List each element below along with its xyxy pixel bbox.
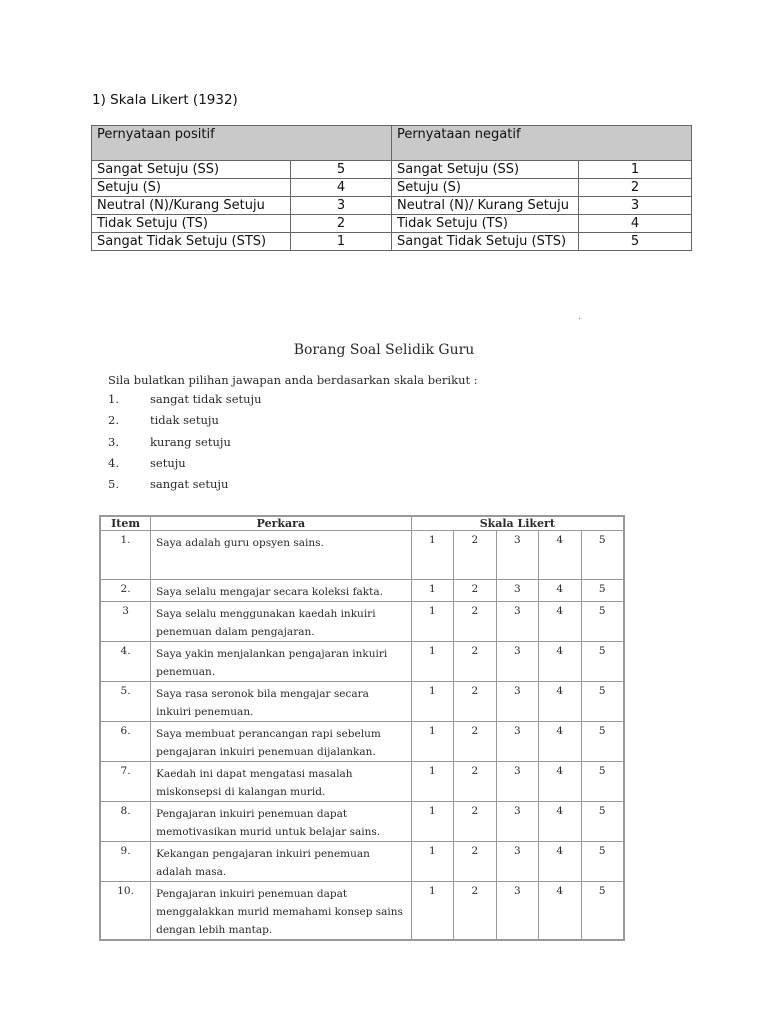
scale-option-3[interactable]: 3 <box>496 842 538 882</box>
scale-option-3[interactable]: 3 <box>496 602 538 642</box>
scale-option-1[interactable]: 1 <box>411 762 453 802</box>
table-row <box>100 882 624 941</box>
list-item <box>108 456 262 477</box>
item-number: 1. <box>100 531 151 580</box>
positive-value: 5 <box>291 161 392 179</box>
table-row <box>100 580 624 602</box>
scale-option-4[interactable]: 4 <box>539 682 581 722</box>
scale-option-2[interactable]: 2 <box>454 802 496 842</box>
negative-label: Neutral (N)/ Kurang Setuju <box>392 197 579 215</box>
scale-option-5[interactable]: 5 <box>581 762 624 802</box>
scale-number: 2. <box>108 413 119 428</box>
item-statement: Saya yakin menjalankan pengajaran inkuiri penemuan. <box>151 642 412 682</box>
scale-option-4[interactable]: 4 <box>539 802 581 842</box>
negative-value: 1 <box>579 161 692 179</box>
positive-label: Setuju (S) <box>92 179 291 197</box>
list-item <box>108 413 262 434</box>
scale-number: 5. <box>108 477 119 492</box>
col-scale-header: Skala Likert <box>411 516 624 531</box>
scale-option-1[interactable]: 1 <box>411 882 453 941</box>
scale-number: 3. <box>108 434 119 449</box>
item-number: 7. <box>100 762 151 802</box>
scale-option-4[interactable]: 4 <box>539 882 581 941</box>
scale-option-4[interactable]: 4 <box>539 642 581 682</box>
scale-option-4[interactable]: 4 <box>539 762 581 802</box>
positive-value: 2 <box>291 215 392 233</box>
list-item <box>108 392 262 413</box>
scale-option-3[interactable]: 3 <box>496 722 538 762</box>
scale-option-1[interactable]: 1 <box>411 722 453 762</box>
section-heading: 1) Skala Likert (1932) <box>92 92 238 108</box>
scale-option-3[interactable]: 3 <box>496 762 538 802</box>
positive-value: 3 <box>291 197 392 215</box>
scale-option-4[interactable]: 4 <box>539 842 581 882</box>
scale-option-1[interactable]: 1 <box>411 602 453 642</box>
scale-option-5[interactable]: 5 <box>581 802 624 842</box>
scale-option-1[interactable]: 1 <box>411 802 453 842</box>
item-statement: Saya adalah guru opsyen sains. <box>151 531 412 580</box>
scale-label: setuju <box>150 455 186 470</box>
positive-label: Neutral (N)/Kurang Setuju <box>92 197 291 215</box>
scale-option-3[interactable]: 3 <box>496 642 538 682</box>
scale-option-2[interactable]: 2 <box>454 722 496 762</box>
item-number: 6. <box>100 722 151 762</box>
item-number: 8. <box>100 802 151 842</box>
negative-label: Tidak Setuju (TS) <box>392 215 579 233</box>
item-statement: Kekangan pengajaran inkuiri penemuan adalah masa. <box>151 842 412 882</box>
form-instruction: Sila bulatkan pilihan jawapan anda berdasarkan skala berikut : <box>108 373 478 387</box>
table-row <box>100 602 624 642</box>
scale-option-1[interactable]: 1 <box>411 842 453 882</box>
positive-label: Tidak Setuju (TS) <box>92 215 291 233</box>
scan-speck: · <box>578 314 582 325</box>
item-number: 9. <box>100 842 151 882</box>
positive-label: Sangat Setuju (SS) <box>92 161 291 179</box>
table-row <box>100 722 624 762</box>
table-row <box>100 531 624 580</box>
scale-label: kurang setuju <box>150 434 231 449</box>
item-statement: Saya rasa seronok bila mengajar secara inkuiri penemuan. <box>151 682 412 722</box>
scale-option-3[interactable]: 3 <box>496 882 538 941</box>
table-row <box>92 215 692 233</box>
scale-option-5[interactable]: 5 <box>581 602 624 642</box>
scale-option-5[interactable]: 5 <box>581 642 624 682</box>
scale-option-1[interactable]: 1 <box>411 580 453 602</box>
table-row <box>92 179 692 197</box>
item-number: 4. <box>100 642 151 682</box>
header-positive: Pernyataan positif <box>92 126 392 161</box>
scale-option-5[interactable]: 5 <box>581 842 624 882</box>
table-row <box>100 642 624 682</box>
negative-value: 2 <box>579 179 692 197</box>
scale-number: 1. <box>108 392 119 406</box>
scale-option-3[interactable]: 3 <box>496 682 538 722</box>
questionnaire-table <box>99 515 625 941</box>
scale-option-5[interactable]: 5 <box>581 722 624 762</box>
negative-label: Setuju (S) <box>392 179 579 197</box>
scale-option-5[interactable]: 5 <box>581 682 624 722</box>
table-row <box>92 233 692 251</box>
list-item <box>108 477 262 498</box>
questionnaire-header <box>100 516 624 531</box>
col-item-header: Item <box>100 516 151 531</box>
scale-option-2[interactable]: 2 <box>454 682 496 722</box>
positive-label: Sangat Tidak Setuju (STS) <box>92 233 291 251</box>
scale-label: tidak setuju <box>150 413 219 428</box>
col-perkara-header: Perkara <box>151 516 412 531</box>
item-number: 3 <box>100 602 151 642</box>
item-statement: Saya selalu menggunakan kaedah inkuiri penemuan dalam pengajaran. <box>151 602 412 642</box>
scale-option-5[interactable]: 5 <box>581 882 624 941</box>
scale-option-3[interactable]: 3 <box>496 580 538 602</box>
item-number: 10. <box>100 882 151 941</box>
likert-scale-table <box>91 125 692 251</box>
negative-value: 3 <box>579 197 692 215</box>
table-row <box>100 802 624 842</box>
scale-option-2[interactable]: 2 <box>454 580 496 602</box>
scale-option-2[interactable]: 2 <box>454 642 496 682</box>
table-row <box>100 762 624 802</box>
likert-table-header <box>92 126 692 161</box>
negative-value: 5 <box>579 233 692 251</box>
scale-label: sangat tidak setuju <box>150 392 262 406</box>
scale-option-3[interactable]: 3 <box>496 531 538 580</box>
negative-label: Sangat Setuju (SS) <box>392 161 579 179</box>
item-number: 5. <box>100 682 151 722</box>
item-statement: Saya selalu mengajar secara koleksi fakta. <box>151 580 412 602</box>
item-number: 2. <box>100 580 151 602</box>
scale-option-2[interactable]: 2 <box>454 882 496 941</box>
scale-option-1[interactable]: 1 <box>411 682 453 722</box>
item-statement: Saya membuat perancangan rapi sebelum pengajaran inkuiri penemuan dijalankan. <box>151 722 412 762</box>
item-statement: Pengajaran inkuiri penemuan dapat menggalakkan murid memahami konsep sains dengan lebih mantap. <box>151 882 412 941</box>
list-item <box>108 435 262 456</box>
scale-option-2[interactable]: 2 <box>454 602 496 642</box>
scale-option-4[interactable]: 4 <box>539 722 581 762</box>
positive-value: 1 <box>291 233 392 251</box>
scale-option-1[interactable]: 1 <box>411 642 453 682</box>
negative-value: 4 <box>579 215 692 233</box>
scale-label: sangat setuju <box>150 477 229 492</box>
scale-option-5[interactable]: 5 <box>581 531 624 580</box>
scale-option-2[interactable]: 2 <box>454 531 496 580</box>
scale-option-5[interactable]: 5 <box>581 580 624 602</box>
positive-value: 4 <box>291 179 392 197</box>
item-statement: Kaedah ini dapat mengatasi masalah miskonsepsi di kalangan murid. <box>151 762 412 802</box>
scale-option-2[interactable]: 2 <box>454 842 496 882</box>
scale-option-2[interactable]: 2 <box>454 762 496 802</box>
table-row <box>100 842 624 882</box>
scale-option-3[interactable]: 3 <box>496 802 538 842</box>
scale-number: 4. <box>108 455 119 470</box>
scale-option-4[interactable]: 4 <box>539 602 581 642</box>
negative-label: Sangat Tidak Setuju (STS) <box>392 233 579 251</box>
table-row <box>92 161 692 179</box>
scale-option-1[interactable]: 1 <box>411 531 453 580</box>
form-title: Borang Soal Selidik Guru <box>293 342 475 358</box>
table-row <box>100 682 624 722</box>
table-row <box>92 197 692 215</box>
header-negative: Pernyataan negatif <box>392 126 692 161</box>
scale-legend <box>108 392 262 498</box>
scale-option-4[interactable]: 4 <box>539 531 581 580</box>
item-statement: Pengajaran inkuiri penemuan dapat memotivasikan murid untuk belajar sains. <box>151 802 412 842</box>
scale-option-4[interactable]: 4 <box>539 580 581 602</box>
